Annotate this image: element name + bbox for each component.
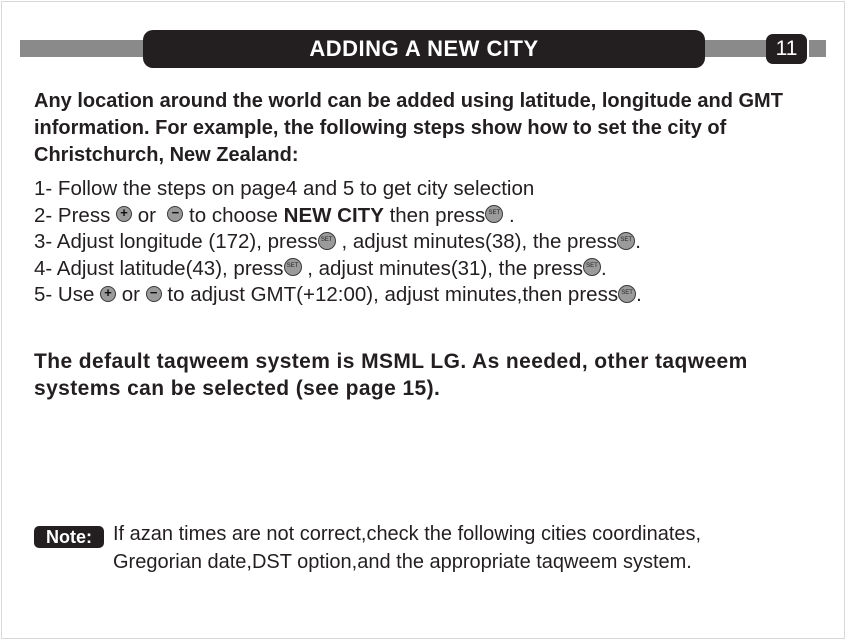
header-band-right — [700, 40, 766, 57]
note-badge: Note: — [34, 526, 104, 548]
set-button-icon: SET — [318, 232, 336, 250]
set-button-icon: SET — [617, 232, 635, 250]
step-3: 3- Adjust longitude (172), press SET , adjust minutes(38), the press SET . — [34, 230, 641, 253]
plus-button-icon: + — [100, 286, 116, 302]
minus-button-icon: − — [146, 286, 162, 302]
step-5: 5- Use + or − to adjust GMT(+12:00), adjust minutes,then press SET . — [34, 283, 642, 306]
header-band-end — [809, 40, 826, 57]
set-button-icon: SET — [485, 205, 503, 223]
set-button-icon: SET — [583, 258, 601, 276]
set-button-icon: SET — [284, 258, 302, 276]
note-line-2: Gregorian date,DST option,and the appropriate taqweem system. — [113, 551, 692, 573]
steps-list — [34, 176, 824, 309]
page-title: ADDING A NEW CITY — [143, 30, 705, 68]
step-4: 4- Adjust latitude(43), press SET , adjust minutes(31), the press SET . — [34, 256, 607, 280]
set-button-icon: SET — [618, 285, 636, 303]
note-text — [113, 520, 833, 576]
default-taqweem-paragraph: The default taqweem system is MSML LG. As needed, other taqweem systems can be selected (see page 15). — [34, 350, 748, 400]
header-band-left — [20, 40, 150, 57]
page-number: 11 — [766, 34, 807, 64]
step-1: 1- Follow the steps on page4 and 5 to get city selection — [34, 177, 535, 200]
step-2: 2- Press + or − to choose NEW CITY then press SET . — [34, 203, 515, 227]
new-city-label: NEW CITY — [283, 203, 384, 227]
minus-button-icon: − — [167, 206, 183, 222]
plus-button-icon: + — [116, 206, 132, 222]
intro-paragraph: Any location around the world can be added using latitude, longitude and GMT information. For example, the following steps show how to set the city of Christchurch, New Zealand: — [34, 90, 783, 166]
note-line-1: If azan times are not correct,check the following cities coordinates, — [113, 523, 702, 545]
